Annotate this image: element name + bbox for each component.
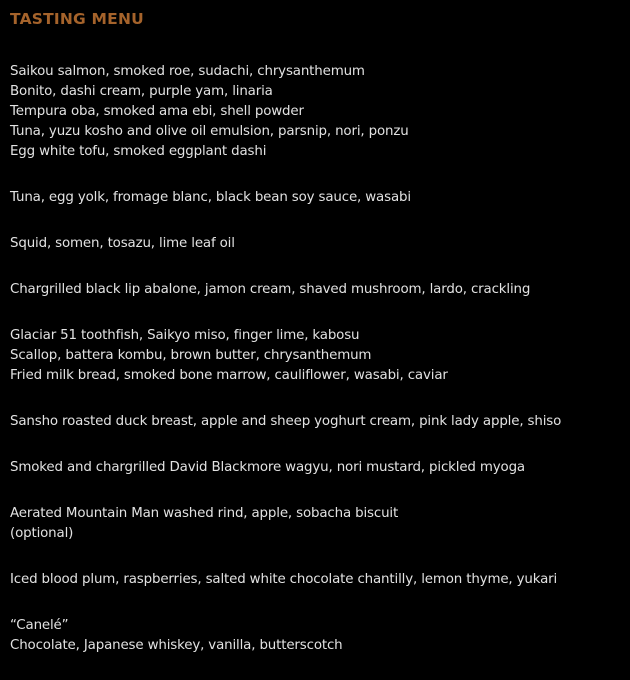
menu-course bbox=[10, 326, 620, 386]
menu-dish-line: “Canelé” bbox=[10, 618, 69, 633]
menu-dish-line: Squid, somen, tosazu, lime leaf oil bbox=[10, 236, 235, 251]
menu-dish-line: Tuna, egg yolk, fromage blanc, black bean soy sauce, wasabi bbox=[10, 190, 411, 205]
menu-course bbox=[10, 62, 620, 162]
menu-dish-line: Smoked and chargrilled David Blackmore wagyu, nori mustard, pickled myoga bbox=[10, 460, 525, 475]
menu-dish-line: (optional) bbox=[10, 526, 74, 541]
menu-dish-line: Saikou salmon, smoked roe, sudachi, chrysanthemum bbox=[10, 64, 365, 79]
menu-dish-line: Iced blood plum, raspberries, salted white chocolate chantilly, lemon thyme, yukari bbox=[10, 572, 558, 587]
menu-dish-line: Glaciar 51 toothfish, Saikyo miso, finger lime, kabosu bbox=[10, 328, 360, 343]
menu-course bbox=[10, 504, 620, 544]
menu-dish-line: Bonito, dashi cream, purple yam, linaria bbox=[10, 84, 273, 99]
menu-dish-line: Chargrilled black lip abalone, jamon cream, shaved mushroom, lardo, crackling bbox=[10, 282, 531, 297]
menu-course bbox=[10, 234, 620, 254]
page-title: TASTING MENU bbox=[10, 10, 144, 28]
menu-dish-line: Fried milk bread, smoked bone marrow, cauliflower, wasabi, caviar bbox=[10, 368, 448, 383]
menu-course bbox=[10, 616, 620, 656]
menu-dish-line: Tempura oba, smoked ama ebi, shell powder bbox=[10, 104, 304, 119]
menu-dish-line: Chocolate, Japanese whiskey, vanilla, butterscotch bbox=[10, 638, 343, 653]
menu-dish-line: Tuna, yuzu kosho and olive oil emulsion, parsnip, nori, ponzu bbox=[10, 124, 409, 139]
menu-dish-line: Scallop, battera kombu, brown butter, chrysanthemum bbox=[10, 348, 372, 363]
menu-course bbox=[10, 280, 620, 300]
menu-course bbox=[10, 412, 620, 432]
menu-course bbox=[10, 188, 620, 208]
menu-course-list bbox=[10, 62, 620, 656]
menu-course bbox=[10, 458, 620, 478]
menu-dish-line: Sansho roasted duck breast, apple and sheep yoghurt cream, pink lady apple, shiso bbox=[10, 414, 562, 429]
menu-dish-line: Egg white tofu, smoked eggplant dashi bbox=[10, 144, 267, 159]
menu-dish-line: Aerated Mountain Man washed rind, apple, sobacha biscuit bbox=[10, 506, 399, 521]
menu-course bbox=[10, 570, 620, 590]
